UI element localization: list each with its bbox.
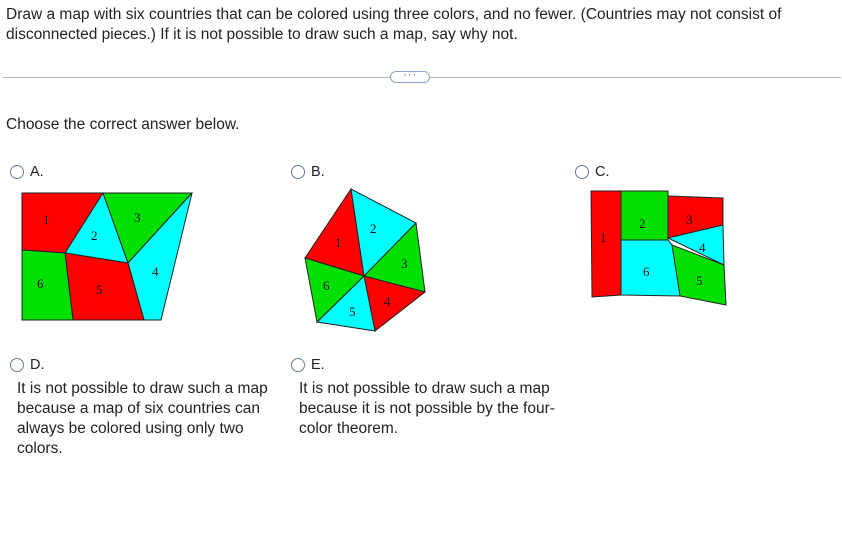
option-c-label-4: 4 — [699, 240, 706, 255]
option-d-label: D. — [30, 357, 45, 373]
option-c-label-6: 6 — [643, 264, 650, 279]
option-b-label-6: 6 — [323, 278, 330, 293]
option-d-text: It is not possible to draw such a map because a map of six countries can always be colored using only two colors. — [17, 380, 268, 457]
option-b-label-3: 3 — [401, 256, 408, 271]
option-b-label-1: 1 — [335, 235, 342, 250]
option-d[interactable] — [10, 357, 45, 373]
option-c-label-3: 3 — [686, 212, 693, 227]
option-e-radio[interactable] — [291, 358, 305, 372]
option-a-label-3: 3 — [134, 210, 141, 225]
instruction-text: Choose the correct answer below. — [6, 116, 240, 133]
option-b-label: B. — [311, 164, 325, 180]
question-text: Draw a map with six countries that can be colored using three colors, and no fewer. (Countries may not consist of disconnected pieces.) If it is not possible to draw such a map, say why not. — [6, 6, 782, 43]
option-b-label-4: 4 — [384, 294, 391, 309]
option-c-country-6 — [621, 240, 680, 296]
option-e[interactable] — [291, 357, 325, 373]
option-b-label-2: 2 — [370, 221, 377, 236]
option-e-text: It is not possible to draw such a map because it is not possible by the four-color theorem. — [299, 380, 555, 437]
option-e-label: E. — [311, 357, 325, 373]
option-b-label-5: 5 — [349, 304, 356, 319]
option-d-radio[interactable] — [10, 358, 24, 372]
option-a-label-2: 2 — [91, 228, 98, 243]
option-a-label-4: 4 — [152, 264, 159, 279]
option-a-label-5: 5 — [96, 282, 103, 297]
option-a-label-1: 1 — [43, 212, 50, 227]
option-a-label: A. — [30, 164, 44, 180]
option-c-label-5: 5 — [696, 273, 703, 288]
option-c-label: C. — [595, 164, 610, 180]
option-c-label-1: 1 — [600, 230, 607, 245]
more-button[interactable]: ··· — [390, 71, 430, 83]
option-a-label-6: 6 — [37, 276, 44, 291]
option-c-label-2: 2 — [639, 216, 646, 231]
